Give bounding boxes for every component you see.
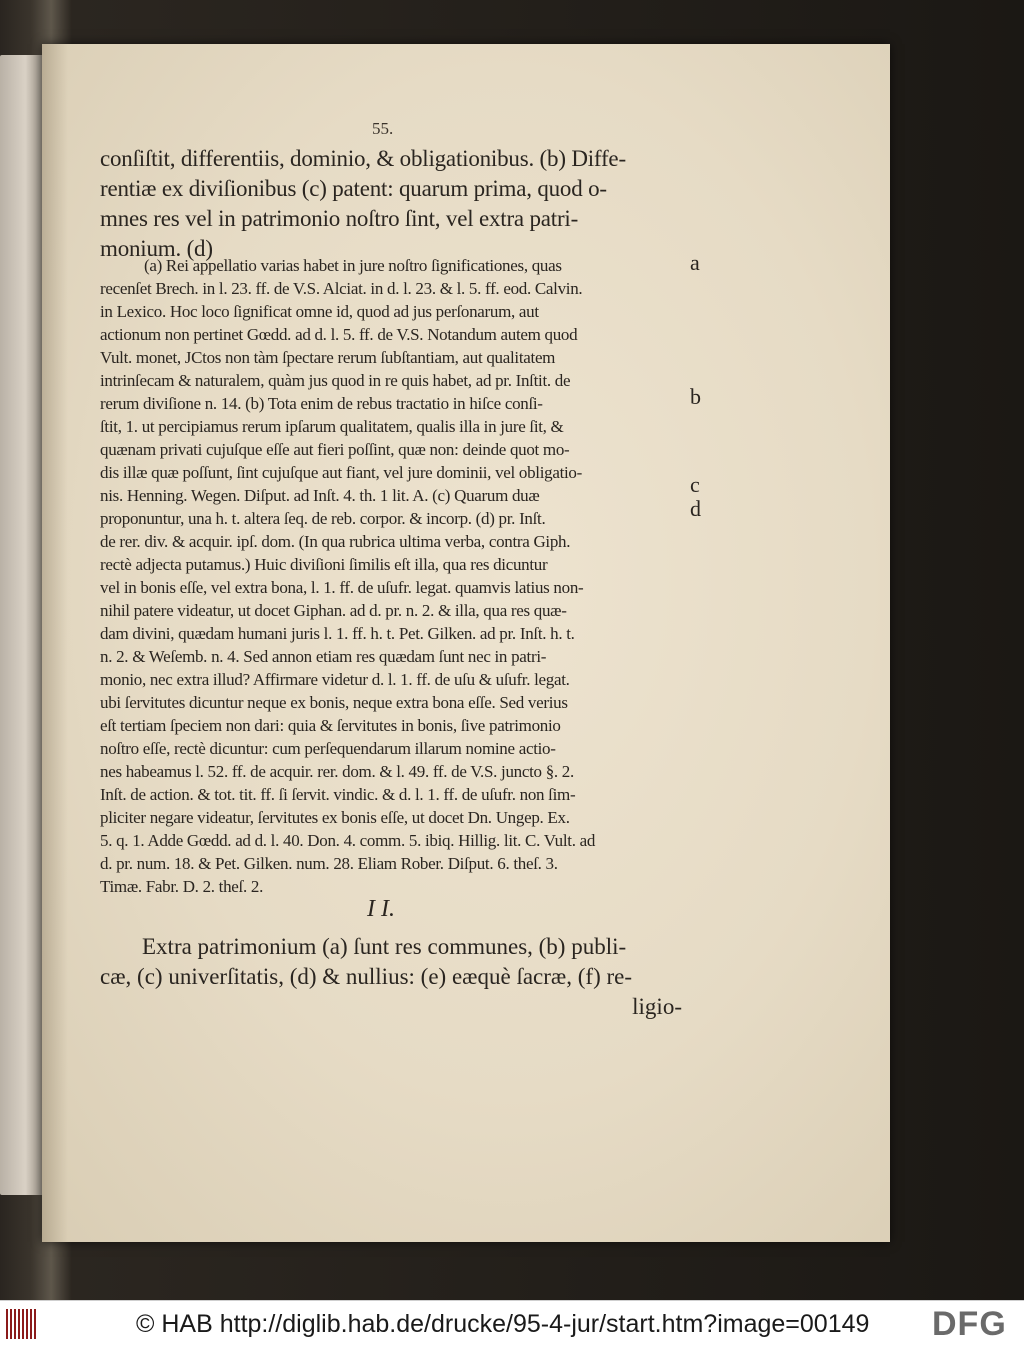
main-text-line: monium. (d)	[100, 236, 213, 261]
catchword: ligio-	[632, 994, 682, 1019]
margin-letter: a	[690, 250, 700, 275]
main-text-line: conſiſtit, differentiis, dominio, & obligationibus. (b) Diffe-	[100, 146, 626, 171]
footnote-line: monio, nec extra illud? Affirmare videtur d. l. 1. ff. de uſu & uſufr. legat.	[100, 670, 570, 689]
footnote-line: nihil patere videatur, ut docet Giphan. ad d. pr. n. 2. & illa, qua res quæ-	[100, 601, 567, 620]
book-page	[42, 44, 890, 1242]
source-link[interactable]: © HAB http://diglib.hab.de/drucke/95-4-jur/start.htm?image=00149	[136, 1310, 870, 1338]
footnote-line: n. 2. & Weſemb. n. 4. Sed annon etiam res quædam ſunt nec in patri-	[100, 647, 547, 666]
footnote-line: eſt tertiam ſpeciem non dari: quia & ſervitutes in bonis, ſive patrimonio	[100, 716, 561, 735]
footnote-line: de rer. div. & acquir. ipſ. dom. (In qua rubrica ultima verba, contra Giph.	[100, 532, 571, 551]
footnote-line: Timæ. Fabr. D. 2. theſ. 2.	[100, 877, 264, 896]
main-text-line: cæ, (c) univerſitatis, (d) & nullius: (e) eæquè ſacræ, (f) re-	[100, 964, 633, 989]
footnote-line: vel in bonis eſſe, vel extra bona, l. 1. ff. de uſufr. legat. quamvis latius non-	[100, 578, 584, 597]
margin-letter: b	[690, 384, 701, 409]
footnote-line: dam divini, quædam humani juris l. 1. ff. h. t. Pet. Gilken. ad pr. Inſt. h. t.	[100, 624, 575, 643]
footnote-line: nis. Henning. Wegen. Diſput. ad Inſt. 4. th. 1 lit. A. (c) Quarum duæ	[100, 486, 540, 505]
footnote-line: actionum non pertinet Gœdd. ad d. l. 5. ff. de V.S. Notandum autem quod	[100, 325, 578, 344]
section-heading: I I.	[367, 896, 395, 922]
footnote-line: proponuntur, una h. t. altera ſeq. de reb. corpor. & incorp. (d) pr. Inſt.	[100, 509, 546, 528]
footnote-line: ubi ſervitutes dicuntur neque ex bonis, neque extra bona eſſe. Sed verius	[100, 693, 568, 712]
footnote-line: 5. q. 1. Adde Gœdd. ad d. l. 40. Don. 4. comm. 5. ibiq. Hillig. lit. C. Vult. ad	[100, 831, 596, 850]
footnote-line: quænam privati cujuſque eſſe aut fieri poſſint, quæ non: deinde quot mo-	[100, 440, 570, 459]
page-number: 55.	[372, 119, 394, 138]
barcode-icon	[6, 1309, 36, 1339]
margin-letter: d	[690, 496, 701, 521]
footnote-line: Vult. monet, JCtos non tàm ſpectare rerum ſubſtantiam, aut qualitatem	[100, 348, 556, 367]
footnote-line: dis illæ quæ poſſunt, ſint cujuſque aut fiant, vel jure dominii, vel obligatio-	[100, 463, 582, 482]
footnote-line: noſtro eſſe, rectè dicuntur: cum perſequendarum illarum nomine actio-	[100, 739, 556, 758]
footnote-line: Inſt. de action. & tot. tit. ff. ſi ſervit. vindic. & d. l. 1. ff. de uſufr. non ſim-	[100, 785, 576, 804]
footnote-line: nes habeamus l. 52. ff. de acquir. rer. dom. & l. 49. ff. de V.S. juncto §. 2.	[100, 762, 574, 781]
footnote-line: rectè adjecta putamus.) Huic diviſioni ſimilis eſt illa, qua res dicuntur	[100, 555, 548, 574]
footnote-line: d. pr. num. 18. & Pet. Gilken. num. 28. Eliam Rober. Diſput. 6. theſ. 3.	[100, 854, 558, 873]
main-text-line: rentiæ ex diviſionibus (c) patent: quarum prima, quod o-	[100, 176, 607, 201]
footnote-line: intrinſecam & naturalem, quàm jus quod in re quis habet, ad pr. Inſtit. de	[100, 371, 571, 390]
footnote-line: rerum diviſione n. 14. (b) Tota enim de rebus tractatio in hiſce conſi-	[100, 394, 543, 413]
main-text-line: Extra patrimonium (a) ſunt res communes, (b) publi-	[142, 934, 627, 959]
previous-page-edge	[0, 55, 46, 1195]
dfg-logo: DFG	[932, 1305, 1007, 1343]
margin-letter: c	[690, 472, 700, 497]
main-text-line: mnes res vel in patrimonio noſtro ſint, vel extra patri-	[100, 206, 579, 231]
page-fold-shadow	[42, 44, 68, 1242]
footer-bar	[0, 1300, 1024, 1347]
footnote-line: (a) Rei appellatio varias habet in jure noſtro ſignificationes, quas	[144, 256, 562, 275]
footnote-line: in Lexico. Hoc loco ſignificat omne id, quod ad jus perſonarum, aut	[100, 302, 539, 321]
footnote-line: ſtit, 1. ut percipiamus rerum ipſarum qualitatem, qualis illa in jure ſit, &	[100, 417, 564, 436]
footnote-line: pliciter negare videatur, ſervitutes ex bonis eſſe, ut docet Dn. Ungep. Ex.	[100, 808, 570, 827]
footnote-line: recenſet Brech. in l. 23. ff. de V.S. Alciat. in d. l. 23. & l. 5. ff. eod. Calvin.	[100, 279, 583, 298]
